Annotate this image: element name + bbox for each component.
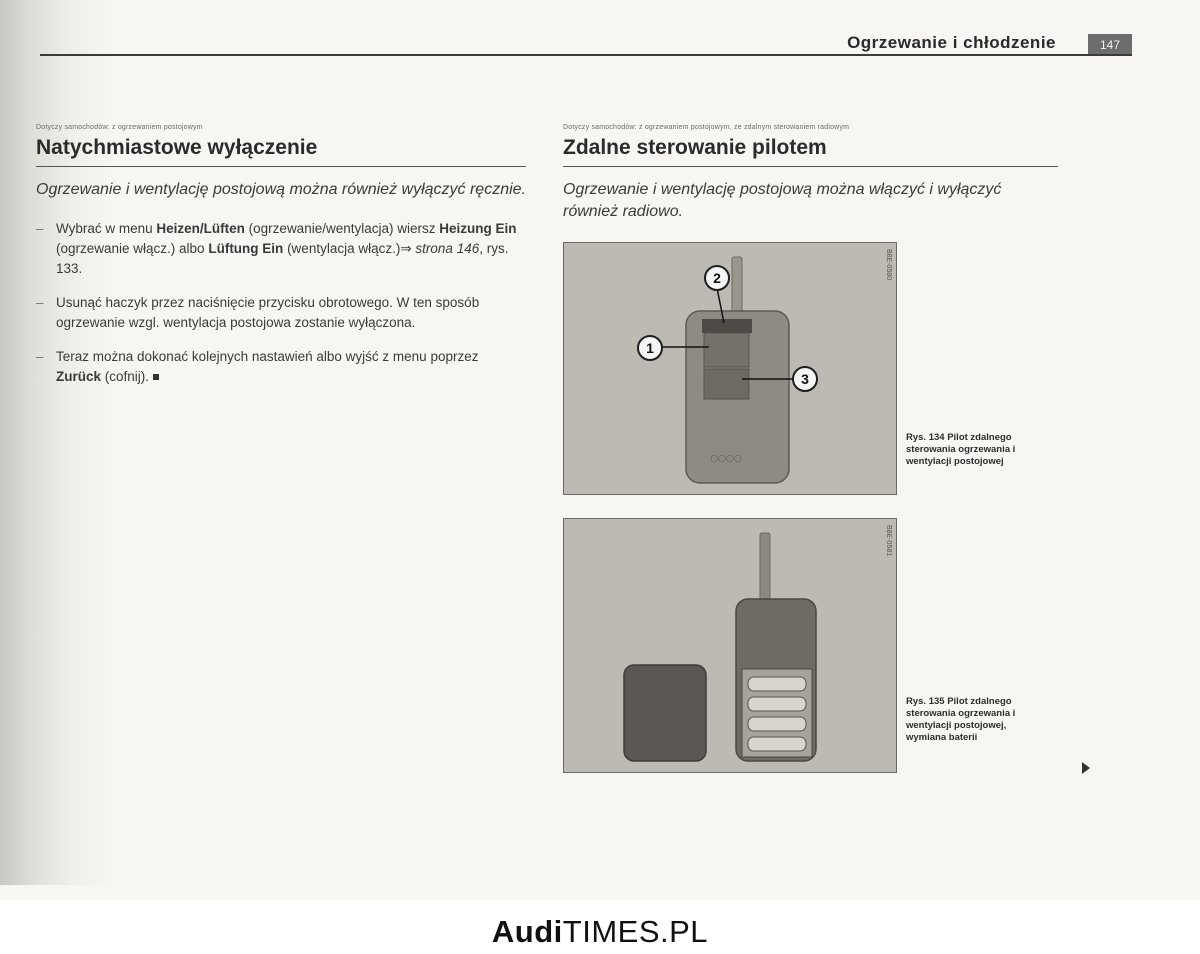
logo-times: TIMES.PL: [562, 914, 709, 949]
audi-rings-logo: ○○○○: [710, 454, 742, 464]
step-item: [36, 293, 526, 333]
step3-t2: (cofnij).: [101, 369, 150, 384]
figure2-caption-label: Rys. 135: [906, 696, 945, 707]
end-of-section-mark: [153, 374, 159, 380]
running-header: Ogrzewanie i chłodzenie: [847, 33, 1056, 52]
remote-control-photo: [564, 243, 896, 494]
callout-2: 2: [704, 265, 730, 291]
figure2-code: B8E-0581: [885, 525, 892, 557]
battery-4: [748, 737, 806, 751]
step1-page-ref: strona 146: [415, 241, 480, 256]
site-logo: [0, 914, 1200, 950]
figure1-caption: [906, 432, 1016, 468]
right-applies-to: Dotyczy samochodów: z ogrzewaniem postojowym, ze zdalnym sterowaniem radiowym: [563, 124, 850, 131]
step-item: [36, 219, 526, 279]
button-on: [704, 333, 749, 367]
step1-t5: , rys. 133.: [56, 241, 509, 276]
logo-audi: Audi: [491, 914, 563, 949]
right-column: [563, 124, 1058, 223]
step1-t2: (ogrzewanie/wentylacja) wiersz: [244, 221, 440, 236]
step1-menu-heizen: Heizen/Lüften: [156, 221, 245, 236]
figure1-caption-text: Pilot zdalnego sterowania ogrzewania i wentylacji postojowej: [906, 432, 1016, 467]
step1-arrow: ⇒: [400, 241, 412, 256]
left-steps: [36, 219, 526, 387]
callout-3: 3: [792, 366, 818, 392]
step1-t4: (wentylacja włącz.): [283, 241, 401, 256]
button-off: [704, 369, 749, 399]
battery-cover: [624, 665, 706, 761]
left-applies-to: Dotyczy samochodów: z ogrzewaniem postojowym: [36, 124, 203, 131]
left-section-title: Natychmiastowe wyłączenie: [36, 136, 526, 167]
page-number: 147: [1088, 34, 1132, 56]
battery-1: [748, 677, 806, 691]
figure2-caption: [906, 696, 1016, 744]
header-rule: [40, 54, 1132, 56]
step1-heizung-ein: Heizung Ein: [439, 221, 517, 236]
step3-t1: Teraz można dokonać kolejnych nastawień albo wyjść z menu poprzez: [56, 349, 479, 364]
right-section-title: Zdalne sterowanie pilotem: [563, 136, 1058, 167]
step1-t1: Wybrać w menu: [56, 221, 157, 236]
left-column: [36, 124, 526, 401]
figure1-caption-label: Rys. 134: [906, 432, 945, 443]
led-window: [702, 319, 752, 333]
battery-replacement-photo: [564, 519, 896, 772]
continue-arrow-icon: [1082, 762, 1090, 774]
figure2-caption-text: Pilot zdalnego sterowania ogrzewania i wentylacji postojowej, wymiana baterii: [906, 696, 1016, 743]
step2-text: Usunąć haczyk przez naciśnięcie przycisku obrotowego. W ten sposób ogrzewanie wzgl. wentylacja postojowa zostanie wyłączona.: [56, 295, 480, 330]
step1-t3: (ogrzewanie włącz.) albo: [56, 241, 209, 256]
step-item: [36, 347, 526, 387]
right-intro: Ogrzewanie i wentylację postojową można włączyć i wyłączyć również radiowo.: [563, 181, 1002, 220]
figure1-code: B8E-0580: [885, 249, 892, 281]
callout-1: 1: [637, 335, 663, 361]
figure-remote-control: [563, 242, 897, 495]
battery-2: [748, 697, 806, 711]
step3-zuruck: Zurück: [56, 369, 102, 384]
battery-3: [748, 717, 806, 731]
step1-luftung-ein: Lüftung Ein: [208, 241, 284, 256]
figure-battery-replacement: [563, 518, 897, 773]
left-intro: Ogrzewanie i wentylację postojową można również wyłączyć ręcznie.: [36, 181, 526, 198]
